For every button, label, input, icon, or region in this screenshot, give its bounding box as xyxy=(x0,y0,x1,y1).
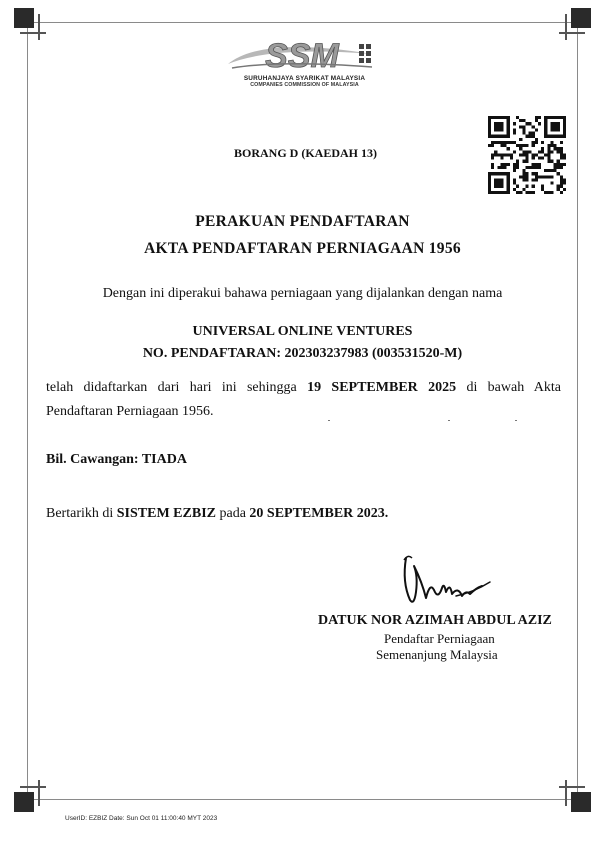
signatory-name: DATUK NOR AZIMAH ABDUL AZIZ xyxy=(318,613,552,628)
issue-date: 20 SEPTEMBER 2023. xyxy=(249,506,389,521)
corner-ornament-bottom-right xyxy=(553,774,591,812)
validity-prefix: telah didaftarkan dari hari ini sehingga xyxy=(46,380,308,395)
logo-line-1: SURUHANJAYA SYARIKAT MALAYSIA xyxy=(243,75,366,82)
form-code: BORANG D (KAEDAH 13) xyxy=(234,146,377,160)
certificate-title: PERAKUAN PENDAFTARAN xyxy=(195,213,410,230)
signatory-title: Pendaftar Perniagaan xyxy=(384,631,495,646)
registration-number: NO. PENDAFTARAN: 202303237983 (003531520-M) xyxy=(142,346,463,361)
business-name: UNIVERSAL ONLINE VENTURES xyxy=(192,324,413,339)
issue-date-line xyxy=(46,506,388,522)
validity-text-line-2: Pendaftaran Perniagaan 1956. xyxy=(46,404,214,419)
print-speck xyxy=(448,420,450,421)
validity-suffix: di bawah Akta xyxy=(456,380,561,395)
expiry-date: 19 SEPTEMBER 2025 xyxy=(307,380,457,395)
dated-prefix: Bertarikh di xyxy=(46,506,117,521)
ssm-emblem-icon xyxy=(222,34,387,76)
dated-mid: pada xyxy=(215,506,250,521)
print-speck xyxy=(328,420,330,421)
signatory-region: Semenanjung Malaysia xyxy=(376,647,498,662)
issuing-system: SISTEM EZBIZ xyxy=(116,506,216,521)
logo-line-2: COMPANIES COMMISSION OF MALAYSIA xyxy=(250,82,359,88)
signature xyxy=(396,552,492,608)
svg-text:SSM: SSM xyxy=(265,37,339,75)
intro-text: Dengan ini diperakui bahawa perniagaan yang dijalankan dengan nama xyxy=(102,286,503,301)
print-speck xyxy=(515,420,517,421)
ssm-logo xyxy=(222,34,387,92)
footer-user-date: UserID: EZBIZ Date: Sun Oct 01 11:00:40 MYT 2023 xyxy=(65,815,218,822)
print-gap xyxy=(220,418,565,428)
corner-ornament-top-left xyxy=(14,8,52,46)
qr-code xyxy=(488,116,566,194)
act-title: AKTA PENDAFTARAN PERNIAGAAN 1956 xyxy=(144,240,461,257)
validity-text xyxy=(46,380,561,396)
branch-count: Bil. Cawangan: TIADA xyxy=(46,452,187,467)
corner-ornament-bottom-left xyxy=(14,774,52,812)
corner-ornament-top-right xyxy=(553,8,591,46)
